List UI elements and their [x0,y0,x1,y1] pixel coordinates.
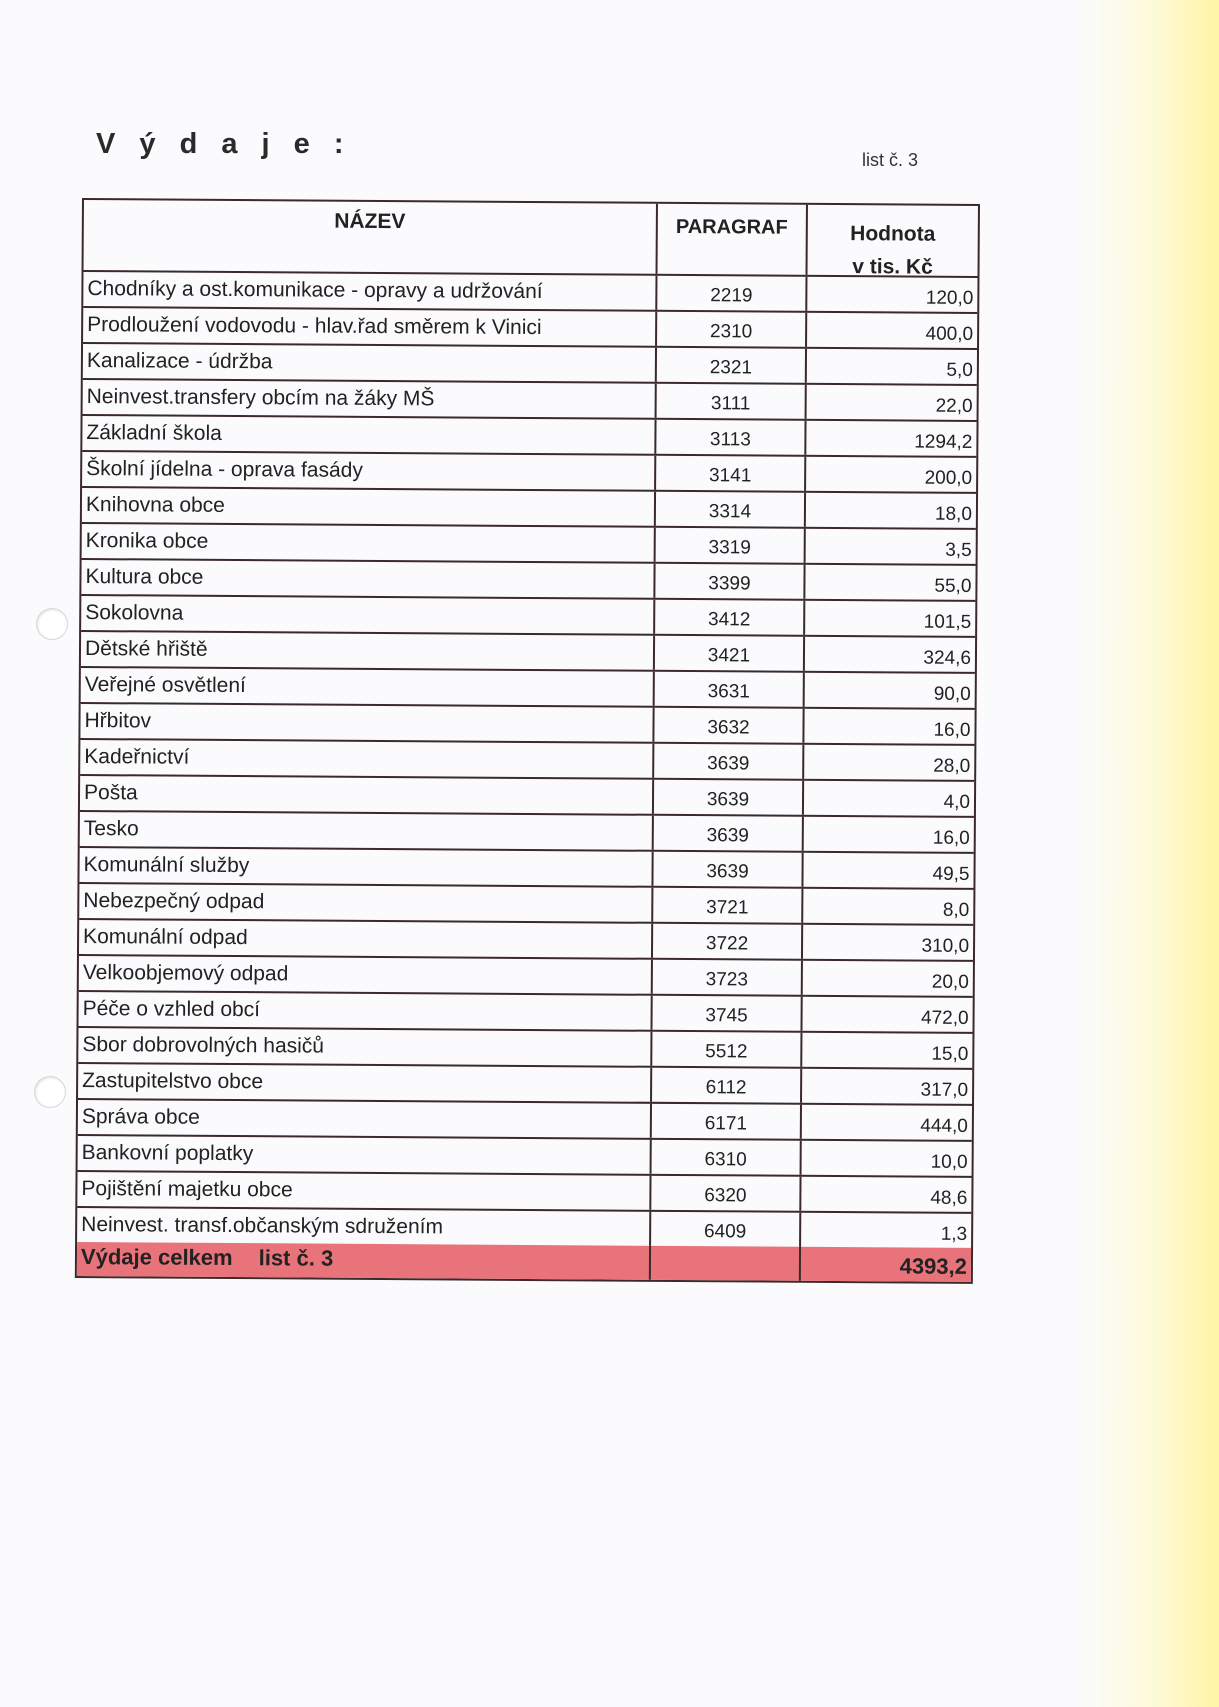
row-paragraph: 2219 [657,276,807,311]
expenses-table [75,198,980,1284]
row-name: Pošta [80,776,654,814]
row-paragraph: 3412 [655,600,805,635]
row-paragraph: 3111 [657,384,807,419]
table-row [81,668,975,710]
row-paragraph: 3723 [653,960,803,995]
row-name: Sbor dobrovolných hasičů [78,1028,652,1066]
row-value: 3,5 [945,539,972,561]
table-row [81,632,975,674]
row-paragraph: 2321 [657,348,807,383]
row-name: Základní škola [82,416,656,454]
table-row [78,1136,972,1178]
row-paragraph: 3639 [654,744,804,779]
row-value: 16,0 [933,719,971,741]
row-value: 1,3 [940,1223,968,1245]
row-value: 20,0 [931,971,969,993]
row-name: Školní jídelna - oprava fasády [82,452,656,490]
row-paragraph: 3639 [653,852,803,887]
table-row [82,452,976,494]
table-row [78,992,972,1034]
row-name: Sokolovna [81,596,655,634]
table-row [77,1172,971,1214]
row-value: 49,5 [932,863,970,885]
row-value: 48,6 [930,1187,968,1209]
row-value: 1294,2 [914,431,973,453]
row-name: Nebezpečný odpad [79,884,653,922]
total-value: 4393,2 [899,1253,968,1279]
table-row [82,416,976,458]
row-value: 15,0 [931,1043,969,1065]
row-name: Kadeřnictví [80,740,654,778]
table-row [80,740,974,782]
row-paragraph: 6409 [651,1212,801,1247]
table-row [82,524,976,566]
row-name: Prodloužení vodovodu - hlav.řad směrem k Vinici [83,308,657,346]
row-paragraph: 3314 [656,492,806,527]
header-paragraph: PARAGRAF [658,204,808,275]
row-value: 472,0 [920,1007,969,1029]
table-row [79,920,973,962]
row-paragraph: 3141 [656,456,806,491]
header-value [808,205,978,279]
row-name: Kanalizace - údržba [83,344,657,382]
row-value: 28,0 [933,755,971,777]
header-value-line2: v tis. Kč [852,255,933,279]
row-paragraph: 3631 [655,672,805,707]
row-name: Zastupitelstvo obce [78,1064,652,1102]
row-value: 22,0 [935,395,973,417]
table-row [78,1100,972,1142]
row-name: Chodníky a ost.komunikace - opravy a udržování [83,272,657,310]
table-row [78,1064,972,1106]
row-paragraph: 3113 [656,420,806,455]
total-row [77,1242,971,1282]
row-paragraph: 3722 [653,924,803,959]
row-name: Péče o vzhled obcí [79,992,653,1030]
row-paragraph: 3421 [655,636,805,671]
row-name: Neinvest. transf.občanským sdružením [77,1208,651,1246]
punch-hole-bottom [34,1076,66,1108]
row-name: Dětské hřiště [81,632,655,670]
row-name: Velkoobjemový odpad [79,956,653,994]
row-paragraph: 6112 [652,1068,802,1103]
row-name: Kultura obce [81,560,655,598]
row-paragraph: 6171 [652,1104,802,1139]
row-paragraph: 6320 [651,1176,801,1211]
total-label-cell [77,1242,651,1280]
row-name: Veřejné osvětlení [81,668,655,706]
table-row [83,308,977,350]
row-name: Tesko [80,812,654,850]
row-paragraph: 3319 [656,528,806,563]
row-value: 200,0 [924,467,973,489]
table-row [80,704,974,746]
row-value: 90,0 [933,683,971,705]
row-paragraph: 5512 [652,1032,802,1067]
row-paragraph: 3399 [655,564,805,599]
table-header-row [84,200,978,278]
row-value: 4,0 [943,791,971,813]
table-row [79,956,973,998]
row-value: 444,0 [920,1115,968,1137]
row-name: Neinvest.transfery obcím na žáky MŠ [83,380,657,418]
row-value: 18,0 [934,503,972,525]
table-row [82,488,976,530]
row-name: Hřbitov [80,704,654,742]
row-name: Správa obce [78,1100,652,1138]
sheet-label: list č. 3 [862,150,919,170]
punch-hole-top [36,608,68,640]
row-name: Komunální odpad [79,920,653,958]
row-name: Kronika obce [82,524,656,562]
row-value: 310,0 [921,935,970,957]
row-name: Komunální služby [79,848,653,886]
row-value: 8,0 [942,899,970,921]
row-paragraph: 3721 [653,888,803,923]
row-value: 5,0 [946,359,973,381]
row-value: 317,0 [920,1079,969,1101]
row-value: 400,0 [925,323,974,345]
page-title: V ý d a j e : [96,128,352,160]
row-name: Knihovna obce [82,488,656,526]
row-value: 101,5 [923,611,972,633]
table-row [80,776,974,818]
table-row [83,380,977,422]
row-paragraph: 3745 [652,996,802,1031]
row-value: 324,6 [923,647,972,669]
total-paragraph-cell [651,1246,801,1281]
table-row [83,272,977,314]
row-paragraph: 3639 [654,780,804,815]
table-row [80,812,974,854]
table-row [81,560,975,602]
row-value: 10,0 [930,1151,968,1173]
row-paragraph: 3639 [654,816,804,851]
paper-yellow-edge [1079,0,1219,1707]
row-value: 16,0 [932,827,970,849]
table-row [83,344,977,386]
row-name: Bankovní poplatky [78,1136,652,1174]
total-label: Výdaje celkem [80,1244,233,1271]
header-value-line1: Hodnota [850,222,936,246]
row-value: 120,0 [925,287,974,309]
table-row [78,1028,972,1070]
table-row [79,884,973,926]
row-paragraph: 6310 [652,1140,802,1175]
table-row [79,848,973,890]
total-sheet: list č. 3 [258,1245,334,1271]
row-value: 55,0 [934,575,972,597]
row-paragraph: 3632 [654,708,804,743]
table-body [77,272,977,1248]
row-paragraph: 2310 [657,312,807,347]
header-name: NÁZEV [84,200,658,274]
table-row [81,596,975,638]
row-name: Pojištění majetku obce [77,1172,651,1210]
